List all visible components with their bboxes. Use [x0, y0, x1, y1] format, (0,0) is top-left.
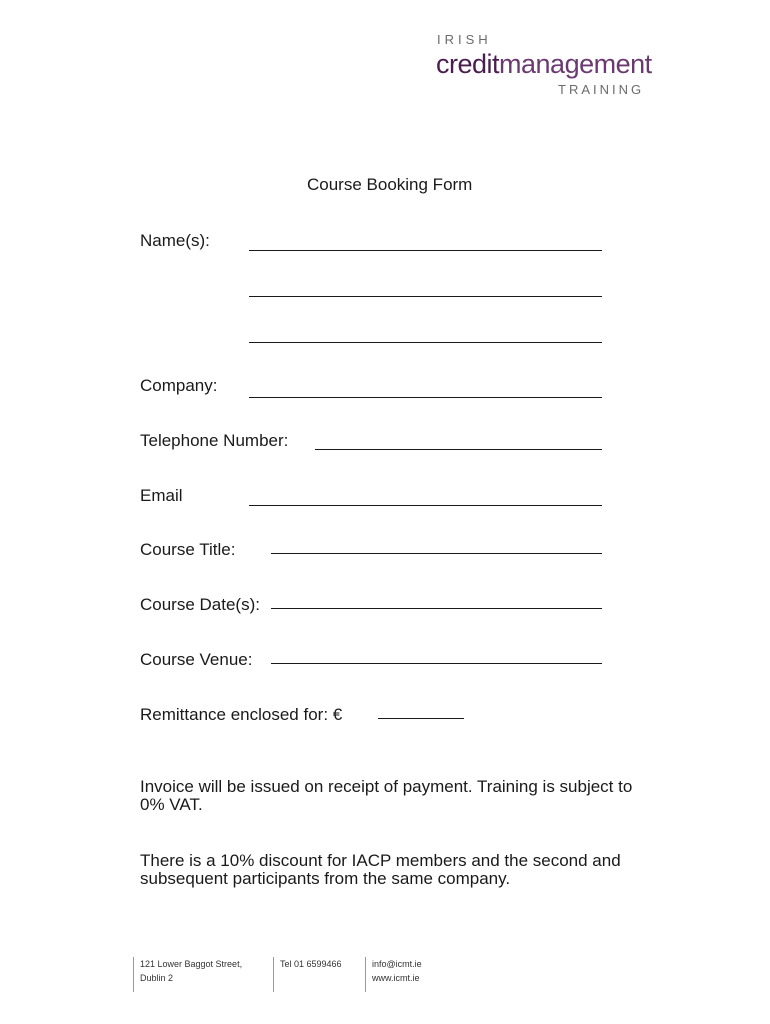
course-dates-line[interactable] — [271, 608, 602, 609]
logo-irish-text: IRISH — [437, 32, 492, 47]
footer-website[interactable]: www.icmt.ie — [372, 973, 420, 983]
footer-email[interactable]: info@icmt.ie — [372, 959, 422, 969]
names-label: Name(s): — [140, 231, 210, 250]
footer-address-line2: Dublin 2 — [140, 973, 174, 983]
company-line[interactable] — [249, 397, 602, 398]
course-title-label: Course Title: — [140, 540, 236, 559]
course-venue-label: Course Venue: — [140, 650, 253, 669]
logo-wordmark — [436, 48, 652, 80]
form-title: Course Booking Form — [307, 175, 473, 194]
telephone-label: Telephone Number: — [140, 431, 289, 450]
footer-address — [140, 957, 242, 985]
footer-phone: Tel 01 6599466 — [280, 959, 342, 969]
logo-training-text: TRAINING — [558, 82, 645, 97]
discount-note: There is a 10% discount for IACP members and the second and subsequent participants from the same company. — [140, 851, 621, 888]
course-venue-line[interactable] — [271, 663, 602, 664]
remittance-line[interactable] — [378, 718, 464, 719]
email-label: Email — [140, 486, 183, 505]
names-line-3[interactable] — [249, 342, 602, 343]
footer-address-line1: 121 Lower Baggot Street, — [140, 959, 243, 969]
email-line[interactable] — [249, 505, 602, 506]
course-dates-label: Course Date(s): — [140, 595, 260, 614]
footer-divider-1 — [133, 957, 134, 992]
footer-divider-3 — [365, 957, 366, 992]
course-title-line[interactable] — [271, 553, 602, 554]
footer-contact — [372, 957, 422, 985]
logo-management-text: management — [499, 49, 652, 79]
invoice-note: Invoice will be issued on receipt of payment. Training is subject to 0% VAT. — [140, 777, 633, 814]
footer-divider-2 — [273, 957, 274, 992]
logo-credit-text: credit — [436, 49, 500, 79]
names-line-2[interactable] — [249, 296, 602, 297]
names-line-1[interactable] — [249, 250, 602, 251]
remittance-label: Remittance enclosed for: € — [140, 705, 343, 724]
company-label: Company: — [140, 376, 218, 395]
telephone-line[interactable] — [315, 449, 602, 450]
